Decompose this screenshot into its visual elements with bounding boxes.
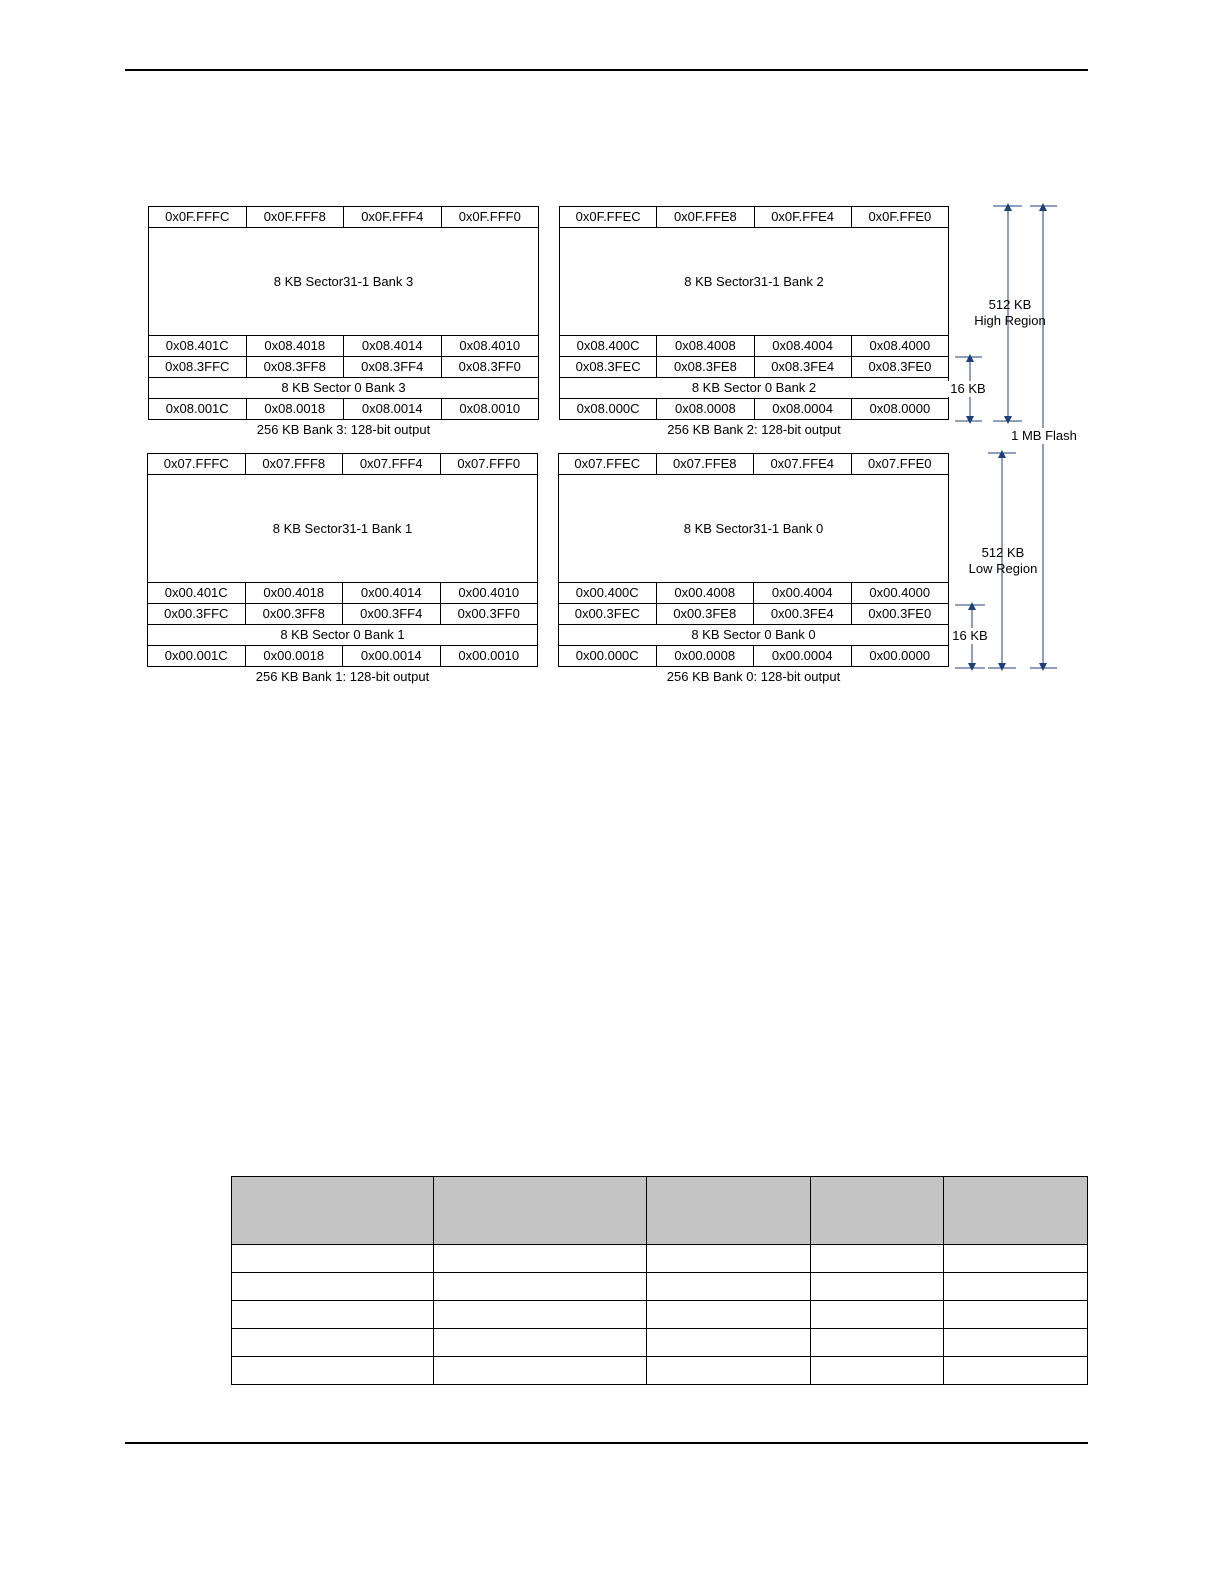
table-row — [232, 1245, 1088, 1273]
sector0-label: 8 KB Sector 0 Bank 2 — [560, 378, 949, 399]
address-cell: 0x08.0018 — [246, 399, 344, 420]
bank-caption: 256 KB Bank 0: 128-bit output — [666, 669, 841, 684]
address-cell: 0x08.4010 — [441, 336, 539, 357]
address-cell: 0x08.0000 — [851, 399, 948, 420]
table-cell — [944, 1357, 1088, 1385]
table-row — [232, 1273, 1088, 1301]
address-cell: 0x00.0000 — [851, 646, 949, 667]
address-cell: 0x00.3FE0 — [851, 604, 949, 625]
sector31-1-label: 8 KB Sector31-1 Bank 1 — [148, 475, 538, 583]
address-cell: 0x0F.FFE8 — [657, 207, 754, 228]
table-cell — [647, 1301, 811, 1329]
address-cell: 0x00.4014 — [343, 583, 441, 604]
address-cell: 0x08.3FFC — [149, 357, 247, 378]
sector0-label: 8 KB Sector 0 Bank 1 — [148, 625, 538, 646]
table-cell — [944, 1301, 1088, 1329]
address-cell: 0x00.0018 — [245, 646, 343, 667]
sector0-label: 8 KB Sector 0 Bank 3 — [149, 378, 539, 399]
table-cell — [811, 1273, 944, 1301]
low-region-label — [958, 545, 1048, 577]
address-cell: 0x08.401C — [149, 336, 247, 357]
address-cell: 0x00.3FE8 — [656, 604, 754, 625]
table-cell — [232, 1273, 434, 1301]
table-cell — [434, 1329, 647, 1357]
total-flash-label: 1 MB Flash — [1008, 428, 1080, 444]
high-region-name: High Region — [974, 313, 1046, 328]
address-cell: 0x07.FFE4 — [754, 454, 852, 475]
address-cell: 0x08.3FF4 — [344, 357, 442, 378]
address-cell: 0x00.4018 — [245, 583, 343, 604]
header-cell — [811, 1177, 944, 1245]
address-cell: 0x0F.FFE0 — [851, 207, 948, 228]
sector31-1-label: 8 KB Sector31-1 Bank 2 — [560, 228, 949, 336]
table-cell — [811, 1357, 944, 1385]
table-cell — [232, 1245, 434, 1273]
address-cell: 0x0F.FFF8 — [246, 207, 344, 228]
table-cell — [434, 1273, 647, 1301]
address-cell: 0x07.FFF8 — [245, 454, 343, 475]
table-cell — [811, 1245, 944, 1273]
address-cell: 0x0F.FFFC — [149, 207, 247, 228]
address-cell: 0x08.4000 — [851, 336, 948, 357]
sector0-label: 8 KB Sector 0 Bank 0 — [559, 625, 949, 646]
table-row — [232, 1329, 1088, 1357]
address-cell: 0x08.3FF8 — [246, 357, 344, 378]
table-cell — [232, 1301, 434, 1329]
address-cell: 0x00.4000 — [851, 583, 949, 604]
address-cell: 0x00.3FEC — [559, 604, 657, 625]
address-cell: 0x00.0014 — [343, 646, 441, 667]
table-cell — [811, 1329, 944, 1357]
address-cell: 0x00.4004 — [754, 583, 852, 604]
header-cell — [647, 1177, 811, 1245]
high-region-size: 512 KB — [988, 297, 1032, 312]
address-cell: 0x00.001C — [148, 646, 246, 667]
bank-caption: 256 KB Bank 2: 128-bit output — [667, 422, 841, 437]
table-cell — [944, 1329, 1088, 1357]
address-cell: 0x08.4008 — [657, 336, 754, 357]
address-cell: 0x08.0010 — [441, 399, 539, 420]
address-cell: 0x07.FFFC — [148, 454, 246, 475]
address-cell: 0x07.FFF4 — [343, 454, 441, 475]
table-cell — [944, 1245, 1088, 1273]
address-cell: 0x00.401C — [148, 583, 246, 604]
address-cell: 0x07.FFE0 — [851, 454, 949, 475]
table-cell — [647, 1329, 811, 1357]
address-cell: 0x08.3FF0 — [441, 357, 539, 378]
address-cell: 0x00.0004 — [754, 646, 852, 667]
header-cell — [944, 1177, 1088, 1245]
address-cell: 0x08.4018 — [246, 336, 344, 357]
address-cell: 0x08.0014 — [344, 399, 442, 420]
address-cell: 0x0F.FFEC — [560, 207, 657, 228]
address-cell: 0x08.0004 — [754, 399, 851, 420]
address-cell: 0x00.3FF4 — [343, 604, 441, 625]
address-cell: 0x08.3FE4 — [754, 357, 851, 378]
bank-caption: 256 KB Bank 3: 128-bit output — [256, 422, 431, 437]
address-cell: 0x00.3FF8 — [245, 604, 343, 625]
header-cell — [232, 1177, 434, 1245]
high-region-label — [965, 297, 1055, 329]
address-cell: 0x0F.FFF4 — [344, 207, 442, 228]
low-region-size: 512 KB — [981, 545, 1025, 560]
table-cell — [232, 1357, 434, 1385]
table-cell — [811, 1301, 944, 1329]
address-cell: 0x00.3FF0 — [440, 604, 538, 625]
address-cell: 0x00.0010 — [440, 646, 538, 667]
address-cell: 0x08.4014 — [344, 336, 442, 357]
table-cell — [647, 1273, 811, 1301]
address-cell: 0x08.001C — [149, 399, 247, 420]
address-cell: 0x07.FFF0 — [440, 454, 538, 475]
header-cell — [434, 1177, 647, 1245]
address-cell: 0x08.4004 — [754, 336, 851, 357]
sector31-1-label: 8 KB Sector31-1 Bank 0 — [559, 475, 949, 583]
table-cell — [434, 1245, 647, 1273]
table-row — [232, 1301, 1088, 1329]
address-cell: 0x08.3FE8 — [657, 357, 754, 378]
sector-high-size-label: 16 KB — [948, 381, 988, 397]
address-cell: 0x08.3FEC — [560, 357, 657, 378]
table-row — [232, 1357, 1088, 1385]
address-cell: 0x08.400C — [560, 336, 657, 357]
data-table — [231, 1176, 1088, 1385]
sector31-1-label: 8 KB Sector31-1 Bank 3 — [149, 228, 539, 336]
address-cell: 0x00.4010 — [440, 583, 538, 604]
table-cell — [647, 1245, 811, 1273]
table-cell — [232, 1329, 434, 1357]
address-cell: 0x08.3FE0 — [851, 357, 948, 378]
address-cell: 0x07.FFEC — [559, 454, 657, 475]
address-cell: 0x08.000C — [560, 399, 657, 420]
address-cell: 0x00.4008 — [656, 583, 754, 604]
address-cell: 0x00.400C — [559, 583, 657, 604]
address-cell: 0x00.3FFC — [148, 604, 246, 625]
bank-caption: 256 KB Bank 1: 128-bit output — [255, 669, 430, 684]
table-header-row — [232, 1177, 1088, 1245]
table-cell — [944, 1273, 1088, 1301]
address-cell: 0x00.3FE4 — [754, 604, 852, 625]
address-cell: 0x08.0008 — [657, 399, 754, 420]
table-cell — [647, 1357, 811, 1385]
address-cell: 0x0F.FFF0 — [441, 207, 539, 228]
address-cell: 0x00.0008 — [656, 646, 754, 667]
table-cell — [434, 1357, 647, 1385]
table-cell — [434, 1301, 647, 1329]
address-cell: 0x00.000C — [559, 646, 657, 667]
sector-low-size-label: 16 KB — [950, 628, 990, 644]
low-region-name: Low Region — [968, 561, 1038, 576]
address-cell: 0x0F.FFE4 — [754, 207, 851, 228]
address-cell: 0x07.FFE8 — [656, 454, 754, 475]
